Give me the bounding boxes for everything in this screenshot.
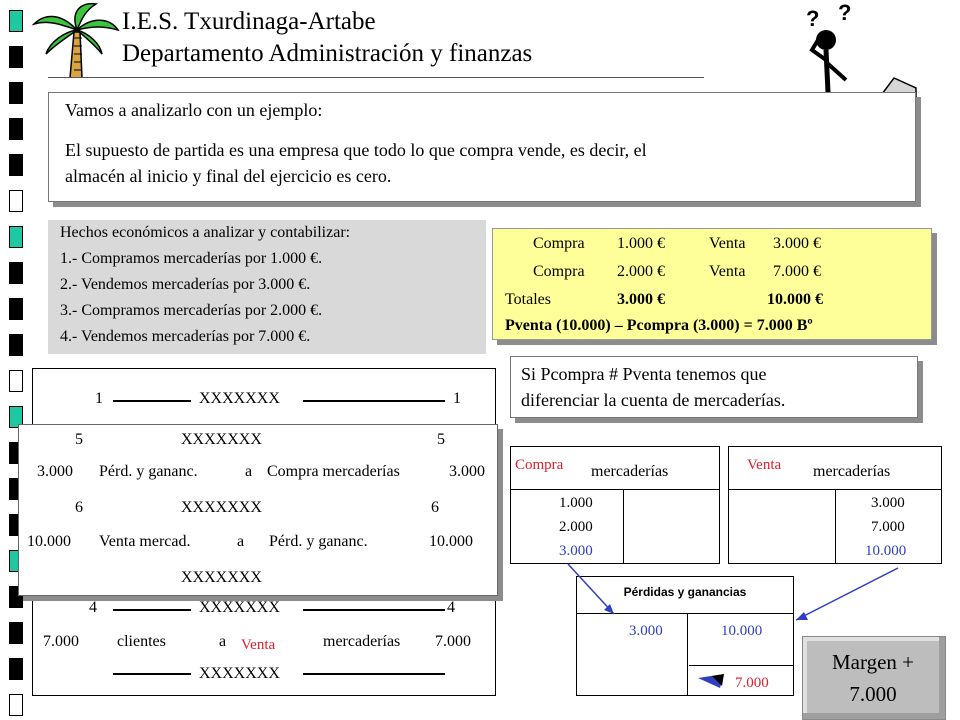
resumen-amount: 1.000 € <box>617 235 665 252</box>
bullet-square <box>9 334 23 356</box>
bullet-square <box>9 370 23 392</box>
entry-debit: Pérd. y gananc. <box>99 463 198 480</box>
resumen-total: 10.000 € <box>767 291 823 308</box>
account-value: 1.000 <box>559 495 593 511</box>
entry-number: 1 <box>95 390 103 407</box>
entry-amount: 10.000 <box>429 533 473 550</box>
account-value: 7.000 <box>871 519 905 535</box>
intro-line-1: Vamos a analizarlo con un ejemplo: <box>65 100 323 120</box>
compra-t-account <box>510 446 720 564</box>
separator-line <box>303 673 445 675</box>
separator-text: XXXXXXX <box>181 499 262 516</box>
account-value: 3.000 <box>629 623 663 639</box>
title-line-1: I.E.S. Txurdinaga-Artabe <box>122 8 376 35</box>
palm-tree-icon <box>30 2 120 78</box>
t-account-rule <box>511 489 719 490</box>
entry-number: 4 <box>447 599 455 616</box>
account-value: 3.000 <box>871 495 905 511</box>
account-title: mercaderías <box>591 463 669 480</box>
bullet-square <box>9 622 23 644</box>
account-value: 10.000 <box>721 623 763 639</box>
title-underline <box>48 77 704 78</box>
diario-front <box>18 424 498 596</box>
account-overlay: Compra <box>515 457 564 473</box>
resumen-amount: 2.000 € <box>617 263 665 280</box>
separator-line <box>113 400 191 402</box>
entry-overlay: Venta <box>241 637 276 653</box>
bullet-square <box>9 118 23 140</box>
account-value: 2.000 <box>559 519 593 535</box>
bullet-square <box>9 658 23 680</box>
page-title <box>122 6 532 70</box>
hechos-item: 4.- Vendemos mercaderías por 7.000 €. <box>60 328 311 345</box>
resumen-label: Totales <box>505 291 551 308</box>
resumen-formula: Pventa (10.000) – Pcompra (3.000) = 7.000 Bº <box>505 317 813 334</box>
resumen-total: 3.000 € <box>617 291 665 308</box>
entry-amount: 7.000 <box>435 633 471 650</box>
hechos-item: 2.- Vendemos mercaderías por 3.000 €. <box>60 276 311 293</box>
entry-amount: 3.000 <box>449 463 485 480</box>
separator-text: XXXXXXX <box>199 599 280 616</box>
svg-text:?: ? <box>806 6 820 31</box>
entry-number: 6 <box>75 499 83 516</box>
hechos-title: Hechos económicos a analizar y contabilizar: <box>60 224 351 241</box>
resumen-label: Compra <box>533 235 585 252</box>
svg-text:?: ? <box>838 2 852 25</box>
entry-number: 5 <box>75 431 83 448</box>
entry-a: a <box>237 533 245 550</box>
entry-debit: Venta mercad. <box>99 533 191 550</box>
separator-line <box>303 400 445 402</box>
nota-line-1: Si Pcompra # Pventa tenemos que <box>521 364 767 384</box>
separator-text: XXXXXXX <box>199 390 280 407</box>
venta-t-account <box>728 446 942 564</box>
resumen-amount: 3.000 € <box>773 235 821 252</box>
entry-a: a <box>245 463 253 480</box>
entry-number: 6 <box>431 499 439 516</box>
bullet-square <box>9 226 23 248</box>
hechos-item: 3.- Compramos mercaderías por 2.000 €. <box>60 302 323 319</box>
account-title: Pérdidas y ganancias <box>623 585 747 599</box>
bullet-column <box>0 0 28 720</box>
bullet-square <box>9 262 23 284</box>
separator-text: XXXXXXX <box>199 665 280 682</box>
resumen-label: Venta <box>709 263 746 280</box>
entry-credit: Compra mercaderías <box>267 463 400 480</box>
resumen-amount: 7.000 € <box>773 263 821 280</box>
separator-line <box>113 673 191 675</box>
bullet-square <box>9 154 23 176</box>
bullet-square <box>9 46 23 68</box>
entry-credit: mercaderías <box>323 633 401 650</box>
separator-line <box>113 609 191 611</box>
bullet-square <box>9 298 23 320</box>
resumen-label: Compra <box>533 263 585 280</box>
separator-text: XXXXXXX <box>181 431 262 448</box>
margen-line-1: Margen + <box>831 650 915 674</box>
title-line-2: Departamento Administración y finanzas <box>122 40 533 67</box>
intro-panel <box>48 92 916 202</box>
bullet-square <box>9 82 23 104</box>
intro-line-2: El supuesto de partida es una empresa que todo lo que compra vende, es decir, el <box>65 140 647 160</box>
entry-amount: 10.000 <box>27 533 71 550</box>
separator-line <box>303 609 445 611</box>
account-total: 10.000 <box>865 543 907 559</box>
entry-debit: clientes <box>117 633 166 650</box>
t-account-rule <box>623 489 624 563</box>
entry-a: a <box>219 633 227 650</box>
margen-line-2: 7.000 <box>849 682 897 706</box>
separator-text: XXXXXXX <box>181 569 262 586</box>
nota-panel <box>510 356 918 418</box>
account-total: 3.000 <box>559 543 593 559</box>
resumen-label: Venta <box>709 235 746 252</box>
bullet-square <box>9 10 23 32</box>
hechos-panel <box>48 220 486 354</box>
hechos-item: 1.- Compramos mercaderías por 1.000 €. <box>60 250 323 267</box>
margen-box <box>802 636 946 720</box>
entry-number: 4 <box>89 599 97 616</box>
bullet-square <box>9 190 23 212</box>
entry-number: 1 <box>453 390 461 407</box>
account-overlay: Venta <box>747 457 782 473</box>
intro-line-3: almacén al inicio y final del ejercicio es cero. <box>65 166 392 186</box>
nota-line-2: diferenciar la cuenta de mercaderías. <box>521 390 786 410</box>
account-saldo: 7.000 <box>735 675 769 691</box>
entry-credit: Pérd. y gananc. <box>269 533 368 550</box>
entry-amount: 3.000 <box>37 463 73 480</box>
entry-amount: 7.000 <box>43 633 79 650</box>
bullet-square <box>9 694 23 716</box>
resumen-panel <box>492 228 932 340</box>
entry-number: 5 <box>437 431 445 448</box>
account-title: mercaderías <box>813 463 891 480</box>
t-account-rule <box>835 489 836 563</box>
